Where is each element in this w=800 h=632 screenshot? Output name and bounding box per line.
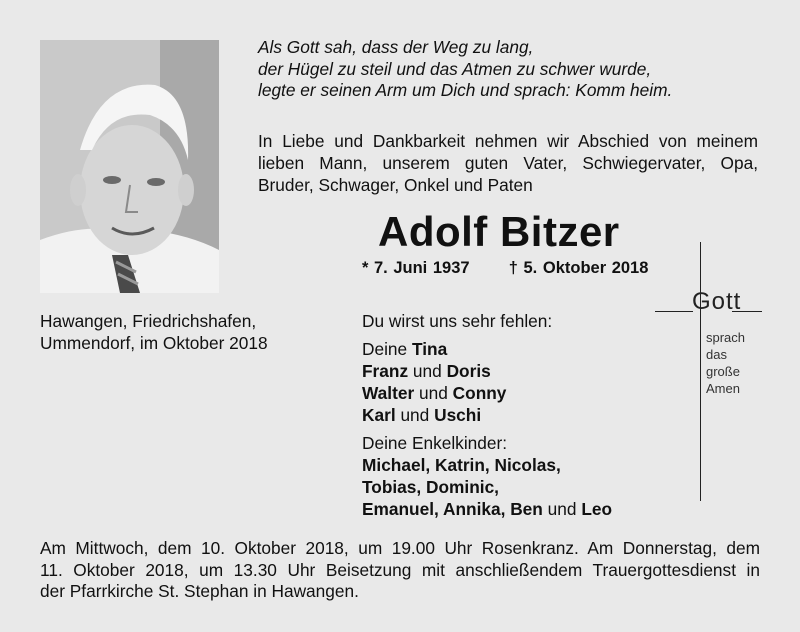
child-name: Franz (362, 361, 409, 381)
und-label: und (412, 361, 442, 381)
poem-line: legte er seinen Arm um Dich und sprach: Komm heim. (258, 80, 673, 100)
cross-sub-line: große (706, 364, 740, 379)
spouse-name: Uschi (434, 405, 482, 425)
deceased-name: Adolf Bitzer (378, 208, 620, 255)
place-line: Ummendorf, im Oktober 2018 (40, 333, 268, 353)
service-line: 11. Oktober 2018, um 13.30 Uhr Beisetzung mit anschließendem Trauergottesdienst in (40, 559, 760, 580)
portrait-photo (40, 40, 219, 293)
service-line: Am Mittwoch, dem 10. Oktober 2018, um 19.00 Uhr Rosenkranz. Am Donnerstag, dem (40, 538, 760, 558)
grandchildren-heading: Deine Enkelkinder: (362, 433, 508, 453)
intro-line: lieben Mann, unserem guten Vater, Schwiegervater, Opa, (258, 153, 758, 173)
cross-vertical-line (700, 242, 701, 501)
cross-horizontal-line (655, 311, 693, 312)
spouse-name: Conny (452, 383, 507, 403)
portrait-illustration (40, 40, 219, 293)
grandchildren-line: Tobias, Dominic, (362, 477, 499, 497)
family-line (362, 360, 612, 382)
wife-name: Tina (411, 339, 448, 359)
poem-line: der Hügel zu steil und das Atmen zu schwer wurde, (258, 58, 652, 79)
cross-word: Gott (692, 288, 742, 315)
life-dates (362, 259, 648, 278)
service-details (40, 538, 760, 603)
place-line: Hawangen, Friedrichshafen, (40, 311, 257, 331)
poem-line: Als Gott sah, dass der Weg zu lang, (258, 37, 534, 57)
family-line (362, 338, 612, 360)
cross-subtext (706, 329, 745, 397)
family-line (362, 382, 612, 404)
child-name: Karl (362, 405, 396, 425)
grandchildren-line: Michael, Katrin, Nicolas, (362, 455, 561, 475)
deine-label: Deine (362, 339, 408, 359)
grandchildren-names: Emanuel, Annika, Ben (362, 499, 543, 519)
und-label: und (400, 405, 430, 425)
cross-sub-line: Amen (706, 381, 740, 396)
family-line (362, 404, 612, 426)
poem (258, 37, 778, 102)
intro-line: Bruder, Schwager, Onkel und Paten (258, 175, 533, 195)
family-list (362, 310, 612, 520)
grandchild-name: Leo (581, 499, 613, 519)
grandchildren-line (362, 498, 612, 520)
child-name: Walter (362, 383, 415, 403)
family-heading: Du wirst uns sehr fehlen: (362, 311, 553, 331)
cross-sub-line: das (706, 347, 727, 362)
place-date (40, 310, 268, 354)
und-label: und (419, 383, 448, 403)
service-line: der Pfarrkirche St. Stephan in Hawangen. (40, 581, 359, 601)
intro-line: In Liebe und Dankbarkeit nehmen wir Abschied von meinem (258, 131, 758, 151)
spouse-name: Doris (446, 361, 491, 381)
cross-sub-line: sprach (706, 330, 746, 345)
birth-date: * 7. Juni 1937 (362, 259, 470, 277)
und-label: und (547, 499, 577, 519)
intro-text (258, 130, 758, 196)
death-date: † 5. Oktober 2018 (508, 259, 649, 277)
